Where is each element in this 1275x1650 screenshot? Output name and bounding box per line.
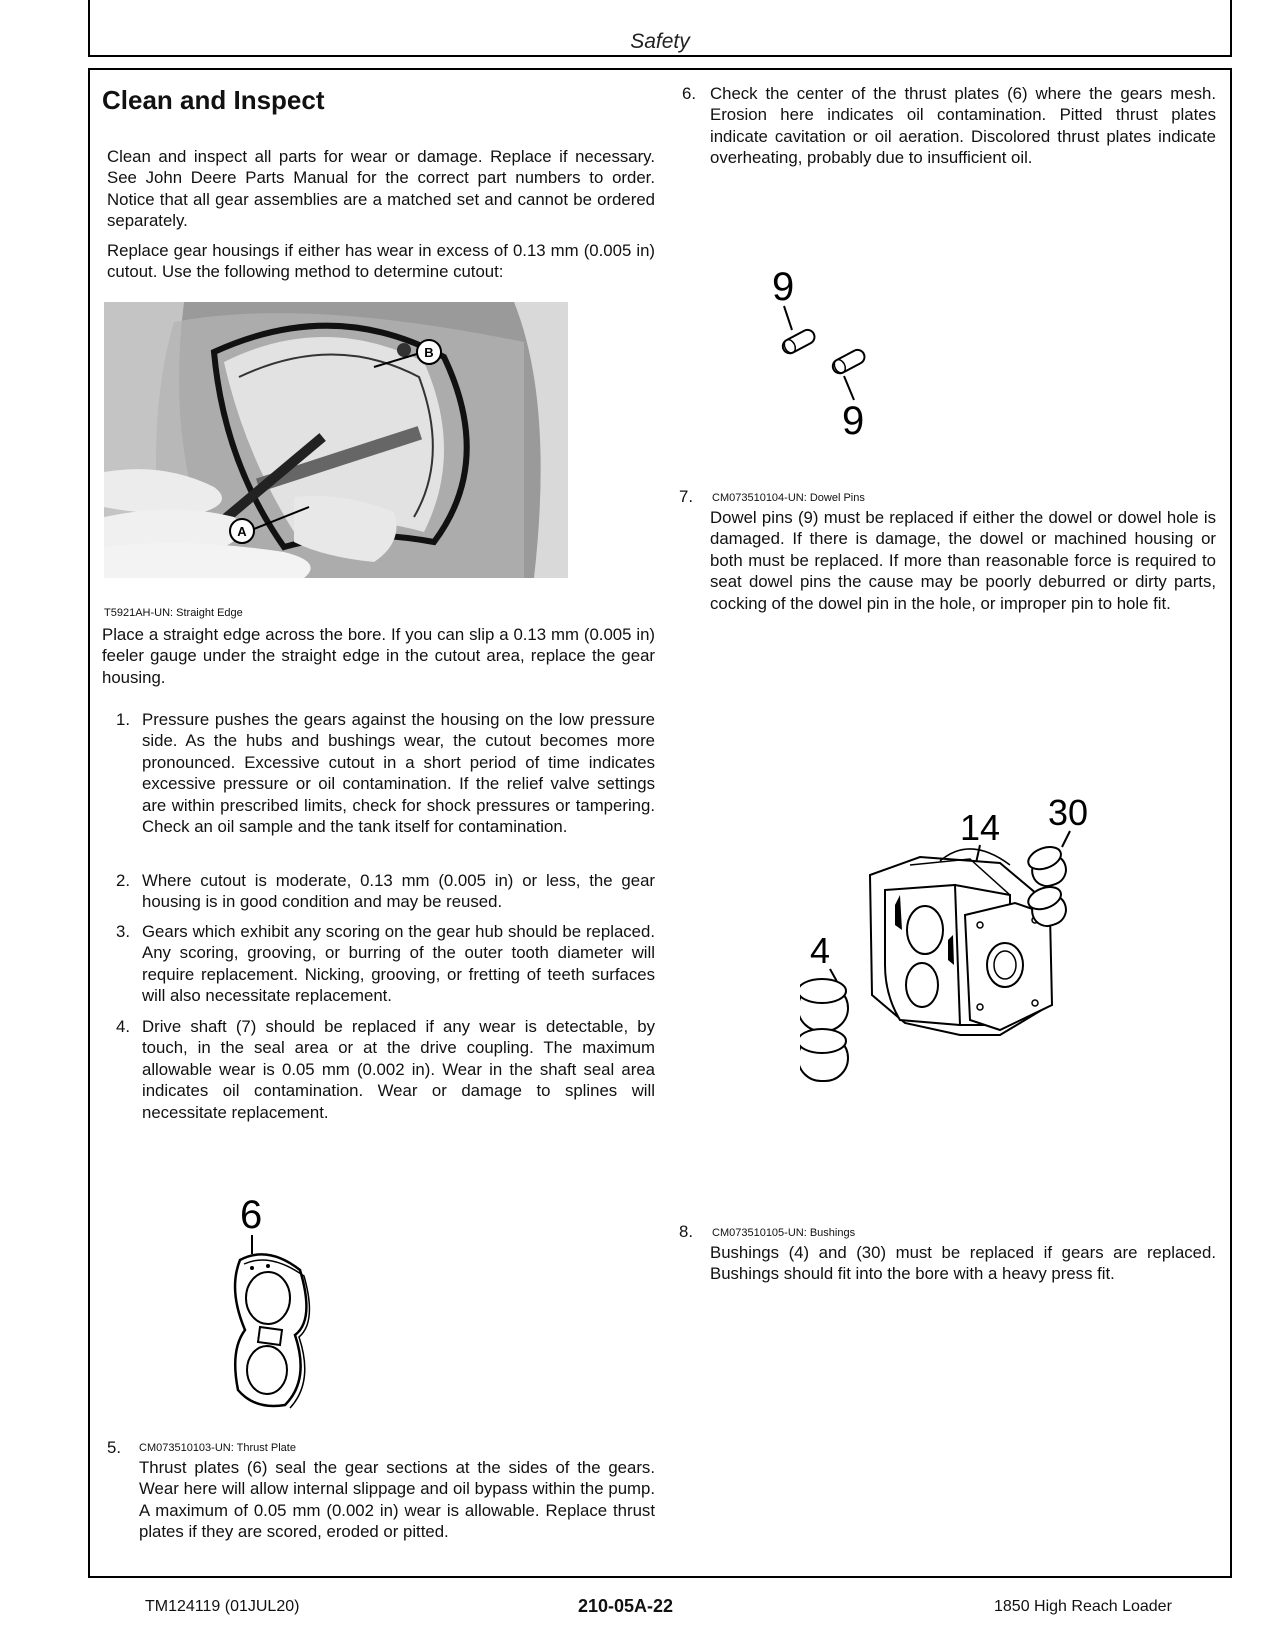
step-text: Gears which exhibit any scoring on the gear hub should be replaced. Any scoring, grooving, or burring of the outer tooth diameter will require replacement. Nicking, grooving, or fretting of teeth surfaces will also necessitate replacement. [142,922,655,1006]
bushings-caption: CM073510105-UN: Bushings [712,1227,856,1239]
header-title: Safety [630,30,690,53]
dowel-pins-caption: CM073510104-UN: Dowel Pins [712,492,865,504]
list-item [102,709,655,839]
footer-page-number: 210-05A-22 [578,1596,674,1616]
list-item [102,870,655,914]
thrust-plate-illustration [210,1190,330,1420]
bushings-figure [800,795,1110,1085]
dowel-label-top: 9 [772,265,795,309]
step-7-text: Dowel pins (9) must be replaced if either the dowel or dowel hole is damaged. If there is damage, the dowel or machined housing or both must be replaced. If more than reasonable force is required to seat dowel pins the cause may be poorly deburred or dirty parts, cocking of the dowel pin in the hole, or improper pin to hole fit. [710,508,1216,613]
bushings-illustration [800,795,1110,1085]
thrust-plate-caption: CM073510103-UN: Thrust Plate [139,1442,296,1454]
thrust-plate-figure [210,1190,330,1420]
step-number: 1. [116,710,130,729]
dowel-pins-illustration [760,262,890,442]
step-5-text: Thrust plates (6) seal the gear sections at the sides of the gears. Wear here will allow internal slippage and oil bypass within the pump. A maximum of 0.05 mm (0.002 in) wear is allowable. Replace thrust plates if they are scored, eroded or pitted. [139,1458,655,1542]
straight-edge-caption: T5921AH-UN: Straight Edge [104,607,243,619]
step-text: Check the center of the thrust plates (6) where the gears mesh. Erosion here indicates oil contamination. Pitted thrust plates indicate cavitation or oil aeration. Discolored thrust plates indicate overheating, probably due to insufficient oil. [710,84,1216,168]
step-text: Where cutout is moderate, 0.13 mm (0.005 in) or less, the gear housing is in good condition and may be reused. [142,871,655,912]
bushing-label-30: 30 [1048,795,1089,833]
intro-paragraph-2: Replace gear housings if either has wear in excess of 0.13 mm (0.005 in) cutout. Use the following method to determine cutout: [107,241,655,282]
step-number: 2. [116,871,130,890]
footer-doc-id: TM124119 (01JUL20) [145,1598,300,1615]
step-text: Drive shaft (7) should be replaced if any wear is detectable, by touch, in the seal area or at the drive coupling. The maximum allowable wear is 0.05 mm (0.002 in). Wear in the shaft seal area indicates oil contamination. Wear or damage to splines will necessitate replacement. [142,1017,655,1122]
thrust-plate-label: 6 [240,1193,263,1237]
dowel-pins-figure [760,262,890,442]
straight-edge-illustration [104,302,568,578]
label-b: B [424,345,434,360]
page-header [88,0,1232,57]
footer-product-name: 1850 High Reach Loader [994,1598,1172,1615]
step-number: 6. [682,84,696,103]
step-number: 8. [679,1222,693,1241]
step-number: 7. [679,487,693,506]
step-8-text: Bushings (4) and (30) must be replaced if gears are replaced. Bushings should fit into the bore with a heavy press fit. [710,1243,1216,1284]
intro-paragraph-1: Clean and inspect all parts for wear or damage. Replace if necessary. See John Deere Parts Manual for the correct part numbers to order. Notice that all gear assemblies are a matched set and cannot be ordered separately. [107,147,655,231]
section-title: Clean and Inspect [102,85,325,115]
step-number: 3. [116,922,130,941]
step-number: 5. [107,1438,121,1457]
list-item [674,83,1216,173]
step-text: Pressure pushes the gears against the housing on the low pressure side. As the hubs and bushings wear, the cutout becomes more pronounced. Excessive cutout in a short period of time indicates excessive pressure or oil contamination. If the relief valve settings are within prescribed limits, check for shock pressures or tampering. Check an oil sample and the tank itself for contamination. [142,710,655,837]
straight-edge-paragraph: Place a straight edge across the bore. If you can slip a 0.13 mm (0.005 in) feeler gauge under the straight edge in the cutout area, replace the gear housing. [102,625,655,687]
label-a: A [237,524,247,539]
step-number: 4. [116,1017,130,1036]
bushing-label-4: 4 [810,930,831,971]
straight-edge-photo [104,302,568,578]
list-item [102,1016,655,1124]
list-item [102,921,655,1007]
bushing-label-14: 14 [960,807,1001,848]
dowel-label-bottom: 9 [842,399,865,442]
